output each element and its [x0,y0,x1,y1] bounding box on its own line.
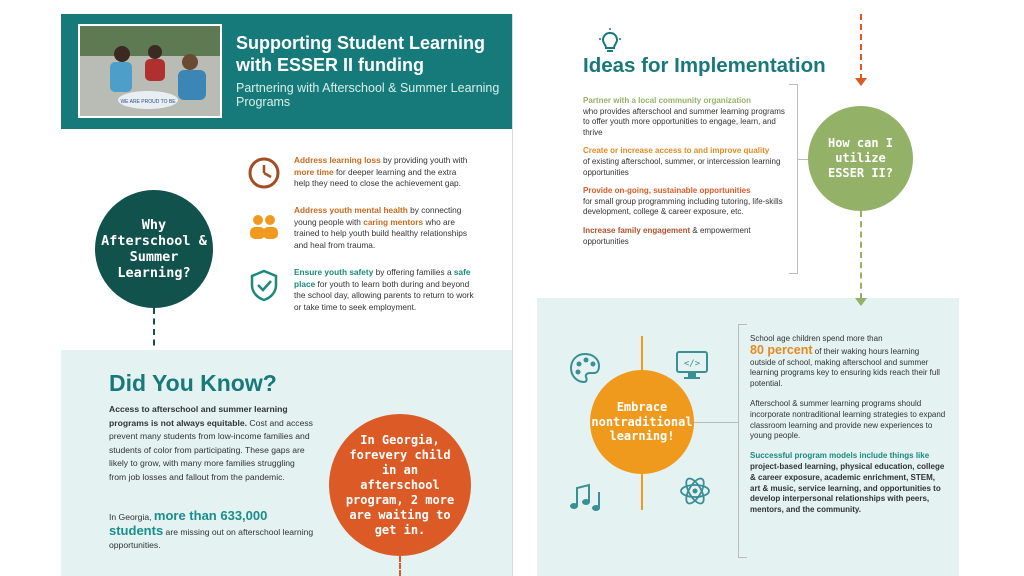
idea-item: Create or increase access to and improve quality of existing afterschool, summer, or intercession learning opportunities [583,146,781,177]
dashed-connector [153,308,155,356]
why-circle-text: Why Afterschool & Summer Learning? [101,217,207,281]
why-circle [95,190,213,308]
ideas-bracket [789,84,798,274]
ideas-list [583,96,788,255]
dashed-connector [860,211,862,299]
benefit-youth-safety: Ensure youth safety by offering families a safe place for youth to learn both during and beyond the school day, allowing parents to return to work or take time to seek employment. [294,267,474,312]
palette-icon [567,350,603,386]
embrace-circle-text: Embrace nontraditional learning! [591,400,693,444]
georgia-stat: In Georgia, more than 633,000 students are missing out on afterschool learning opportunities. [109,508,314,550]
people-icon [247,210,281,244]
ideas-title: Ideas for Implementation [583,54,826,77]
strategy-paragraph: Afterschool & summer learning programs should incorporate nontraditional learning strategies to expand classroom learning and provide new experiences to young people. [750,398,946,441]
georgia-circle-text: In Georgia, forevery child in an afterschool program, 2 more are waiting to get in. [345,432,455,537]
how-circle-text: How can I utilize ESSER II? [827,136,894,180]
dashed-connector [860,14,862,80]
text-bracket [738,324,747,558]
icon-connector [641,336,643,370]
header-banner [61,14,512,129]
clock-icon [247,156,281,190]
students-photo [78,24,222,118]
right-page [537,14,959,576]
svg-text:</>: </> [683,359,701,369]
photo-sign-text: WE ARE PROUD TO BE [120,99,176,105]
did-you-know-body: Access to afterschool and summer learning programs is not always equitable. Cost and access prevent many students from low-income families and students of color from participating. These gaps are likely to grow, with many more families struggling from job losses and fallout from the pandemic. [109,404,313,482]
music-icon [569,480,607,512]
page-subtitle: Partnering with Afterschool & Summer Learning Programs [236,81,500,109]
icon-connector [641,474,643,510]
did-you-know-title: Did You Know? [109,370,277,396]
lightbulb-icon [597,28,623,54]
how-circle [808,106,913,211]
stat-paragraph: School age children spend more than 80 percent of their waking hours learning outside of school, making afterschool and summer learning programs key to ensuring kids reach their full potential. [750,334,940,389]
embrace-circle [590,370,694,474]
benefit-mental-health: Address youth mental health by connecting young people with caring mentors who are trained to help youth build healthy relationships and heal from trauma. [294,205,467,250]
georgia-circle [329,414,471,556]
idea-item: Provide on-going, sustainable opportunities for small group programming including tutoring, life-skills development, college & career exposure, etc. [583,186,783,217]
dashed-connector [399,556,401,576]
idea-item: Partner with a local community organization who provides afterschool and summer learning programs to offer youth more opportunities to engage, learn, and thrive [583,96,785,137]
page-title: Supporting Student Learning with ESSER II funding [236,33,485,75]
atom-icon [678,474,712,508]
models-paragraph: Successful program models include things like project-based learning, physical education, college & career exposure, academic enrichment, STEM, art & music, service learning, and opportunities to develop interpersonal relationships with peers, mentors, and the community. [750,451,945,515]
nontraditional-text [750,334,946,525]
shield-icon [247,268,281,302]
benefit-learning-loss: Address learning loss by providing youth with more time for deeper learning and the extra help they need to close the achievement gap. [294,155,468,188]
idea-item: Increase family engagement & empowerment opportunities [583,225,751,246]
arrow-down-icon [855,298,867,306]
arrow-down-icon [855,78,867,86]
left-page [61,14,513,576]
bracket-connector [694,422,738,423]
code-icon [675,350,709,382]
